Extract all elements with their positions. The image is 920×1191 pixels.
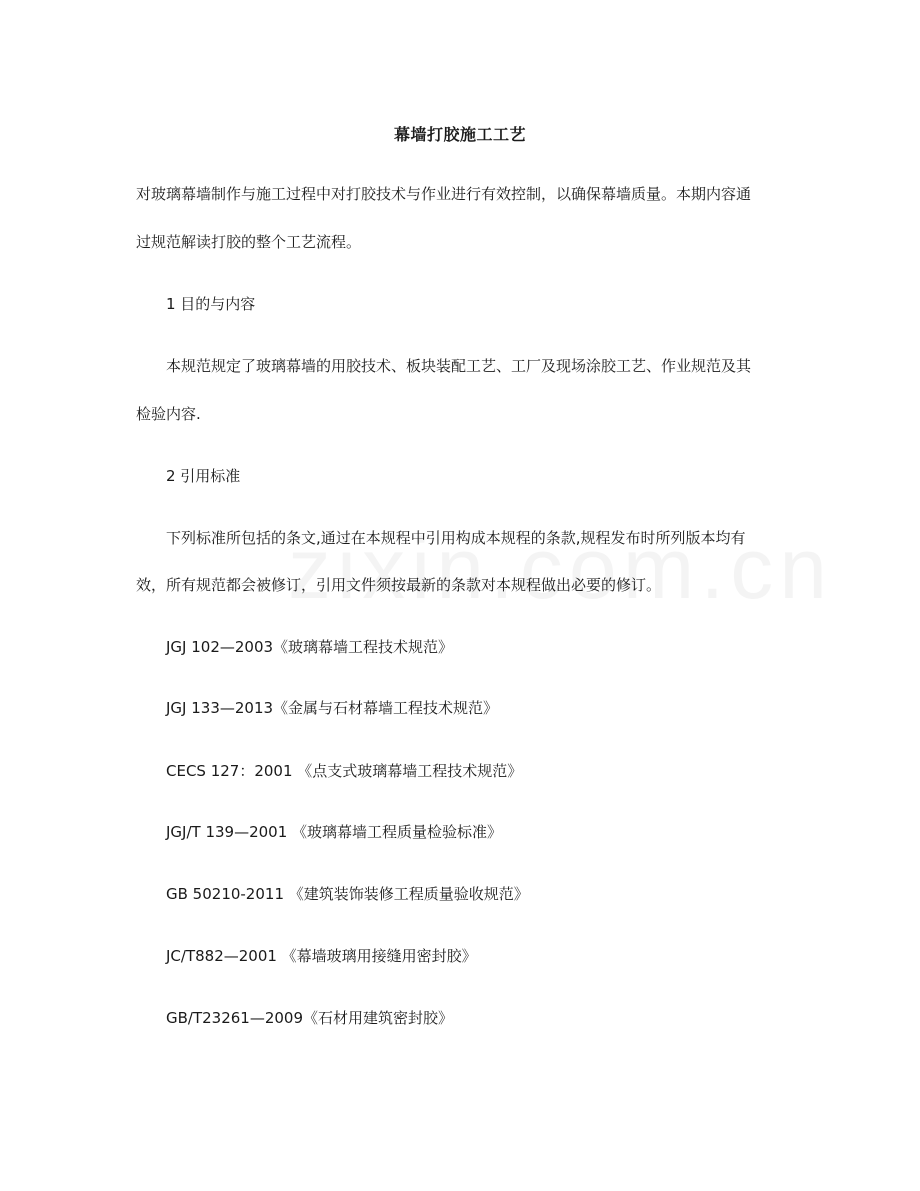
section-2-heading: 2 引用标准 <box>166 467 241 485</box>
standard-item: JGJ/T 139—2001 《玻璃幕墙工程质量检验标准》 <box>166 823 503 841</box>
section-1-line-2: 检验内容. <box>136 405 201 423</box>
intro-line-2: 过规范解读打胶的整个工艺流程。 <box>136 233 362 251</box>
section-2-line-1: 下列标准所包括的条文,通过在本规程中引用构成本规程的条款,规程发布时所列版本均有 <box>166 529 746 547</box>
section-1-heading: 1 目的与内容 <box>166 295 256 313</box>
document-title: 幕墙打胶施工工艺 <box>393 125 526 144</box>
section-2-line-2: 效，所有规范都会被修订，引用文件须按最新的条款对本规程做出必要的修订。 <box>136 576 662 594</box>
standard-item: JGJ 102—2003《玻璃幕墙工程技术规范》 <box>166 638 454 656</box>
section-1-line-1: 本规范规定了玻璃幕墙的用胶技术、板块装配工艺、工厂及现场涂胶工艺、作业规范及其 <box>166 357 752 375</box>
standard-item: GB 50210-2011 《建筑装饰装修工程质量验收规范》 <box>166 885 529 903</box>
standard-item: CECS 127：2001 《点支式玻璃幕墙工程技术规范》 <box>166 762 523 780</box>
standard-item: JGJ 133—2013《金属与石材幕墙工程技术规范》 <box>166 699 499 717</box>
intro-line-1: 对玻璃幕墙制作与施工过程中对打胶技术与作业进行有效控制，以确保幕墙质量。本期内容通 <box>136 185 752 203</box>
standard-item: JC/T882—2001 《幕墙玻璃用接缝用密封胶》 <box>166 947 477 965</box>
standard-item: GB/T23261—2009《石材用建筑密封胶》 <box>166 1009 454 1027</box>
